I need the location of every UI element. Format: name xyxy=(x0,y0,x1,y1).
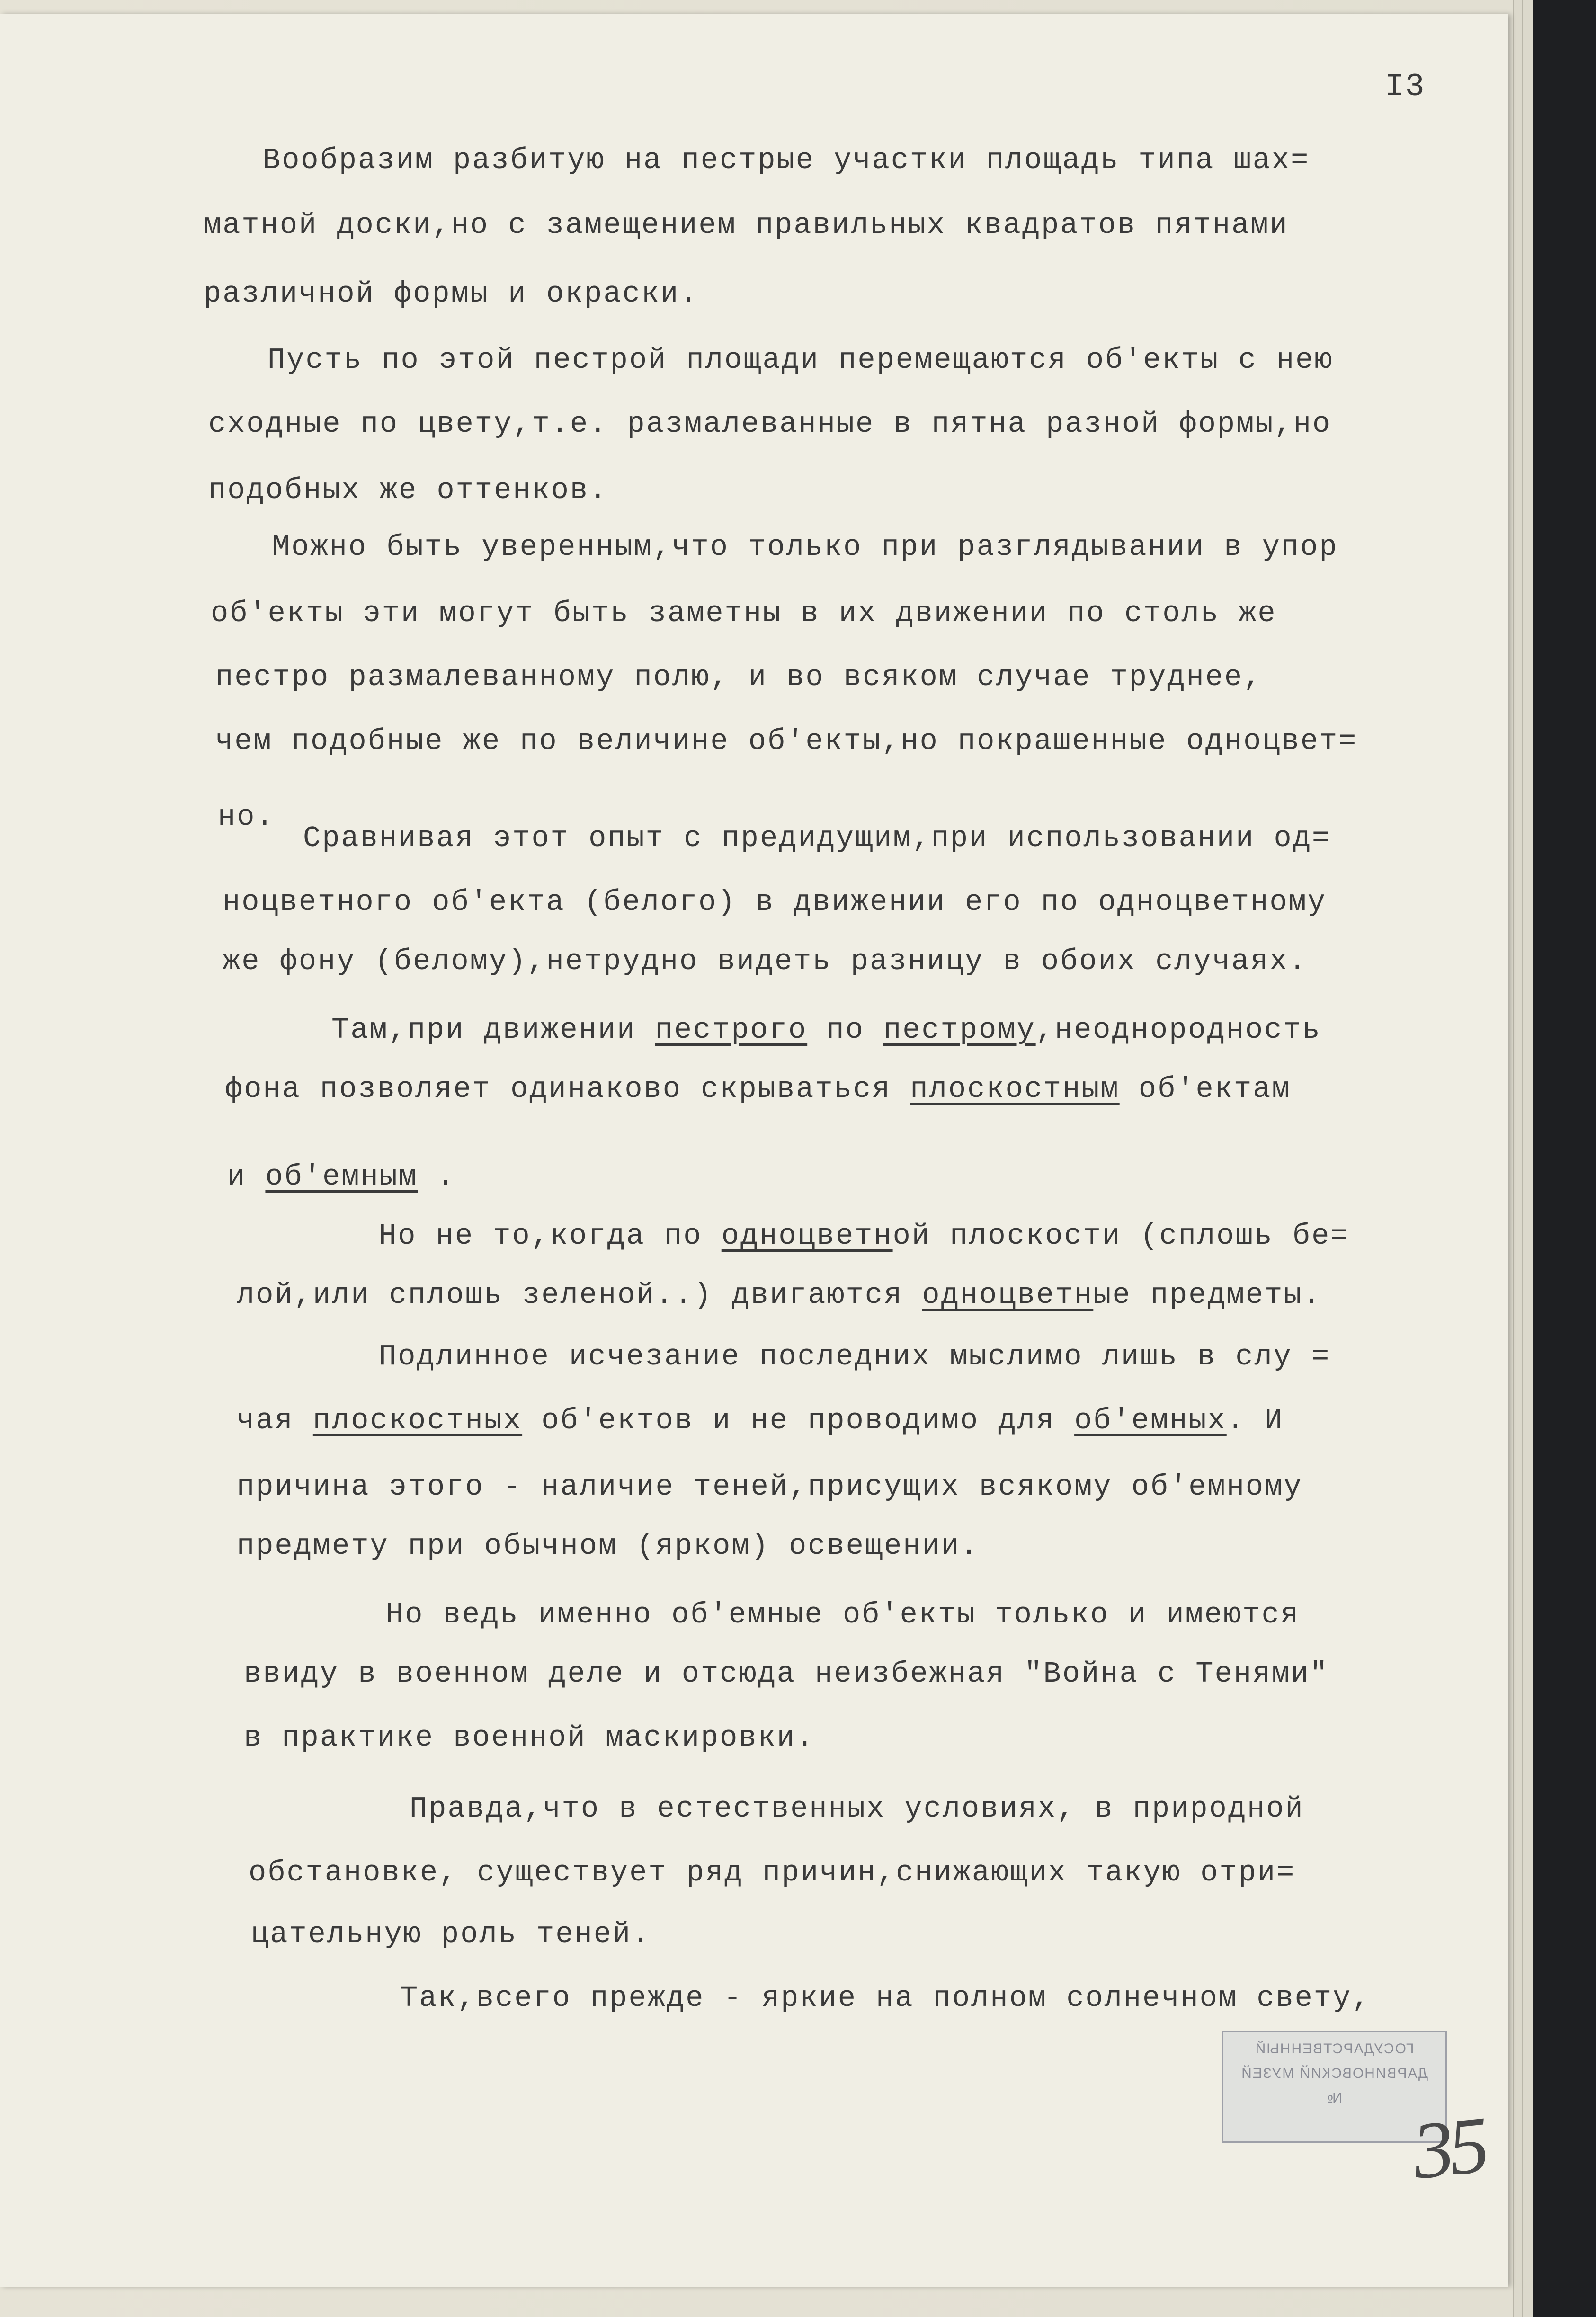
text-line: Но не то,когда по одноцветной плоскости (сплошь бе= xyxy=(379,1219,1350,1253)
text-line: подобных же оттенков. xyxy=(208,473,608,507)
underlined-word: об'емных xyxy=(1074,1404,1227,1437)
text-line: ноцветного об'екта (белого) в движении его по одноцветному xyxy=(223,885,1327,919)
text-line: лой,или сплошь зеленой..) двигаются одноцветные предметы. xyxy=(237,1278,1322,1312)
document-page xyxy=(0,14,1508,2287)
page-number: I3 xyxy=(1385,69,1426,105)
text-line: в практике военной маскировки. xyxy=(244,1721,815,1755)
text-line: же фону (белому),нетрудно видеть разницу в обоих случаях. xyxy=(223,945,1308,978)
museum-stamp: ГОСУДАРСТВЕННЫЙ ДАРВИНОВСКИЙ МУЗЕЙ № xyxy=(1222,2031,1447,2143)
text-line: предмету при обычном (ярком) освещении. xyxy=(237,1529,980,1563)
text-line: Сравнивая этот опыт с предидущим,при использовании од= xyxy=(303,821,1331,855)
text-line: сходные по цвету,т.е. размалеванные в пятна разной формы,но xyxy=(208,407,1332,441)
text-line: и об'емным . xyxy=(227,1160,456,1194)
underlined-word: пестрого xyxy=(655,1013,808,1047)
text-line: чем подобные же по величине об'екты,но покрашенные одноцвет= xyxy=(215,724,1358,758)
underlined-word: плоскостных xyxy=(312,1404,523,1437)
text-line: ввиду в военном деле и отсюда неизбежная "Война с Тенями" xyxy=(244,1657,1329,1691)
text-line: Так,всего прежде - яркие на полном солнечном свету, xyxy=(400,1981,1371,2015)
text-line: Пусть по этой пестрой площади перемещаются об'екты с нею xyxy=(267,343,1334,377)
text-line: Но ведь именно об'емные об'екты только и имеются xyxy=(386,1598,1300,1631)
text-line: чая плоскостных об'ектов и не проводимо для об'емных. И xyxy=(237,1404,1284,1437)
text-line: пестро размалеванному полю, и во всяком случае труднее, xyxy=(215,660,1263,694)
text-line: обстановке, существует ряд причин,снижающих такую отри= xyxy=(249,1856,1296,1889)
text-line: матной доски,но с замещением правильных квадратов пятнами xyxy=(204,208,1289,242)
underlined-word: об'емным xyxy=(265,1160,418,1194)
page-edge xyxy=(1513,0,1523,2317)
text-line: Вообразим разбитую на пестрые участки площадь типа шах= xyxy=(263,143,1310,177)
text-line: Там,при движении пестрого по пестрому,неоднородность xyxy=(331,1013,1321,1047)
page-edge xyxy=(1522,0,1533,2317)
text-line: различной формы и окраски. xyxy=(204,277,699,311)
underlined-word: пестрому xyxy=(883,1013,1036,1047)
text-line: причина этого - наличие теней,присущих всякому об'емному xyxy=(237,1470,1303,1504)
text-line: фона позволяет одинаково скрываться плоскостным об'ектам xyxy=(225,1072,1291,1106)
underlined-word: плоскостным xyxy=(910,1072,1120,1106)
text-line: но. xyxy=(218,800,275,834)
text-line: Подлинное исчезание последних мыслимо лишь в слу = xyxy=(379,1340,1331,1373)
text-line: Можно быть уверенным,что только при разглядывании в упор xyxy=(272,530,1338,564)
underlined-word: одноцветн xyxy=(721,1219,893,1253)
text-line: Правда,что в естественных условиях, в природной xyxy=(410,1792,1304,1826)
text-line: об'екты эти могут быть заметны в их движении по столь же xyxy=(211,597,1277,630)
underlined-word: одноцветн xyxy=(922,1278,1094,1312)
text-line: цательную роль теней. xyxy=(251,1917,651,1951)
handwritten-folio-number: 35 xyxy=(1409,2100,1489,2196)
